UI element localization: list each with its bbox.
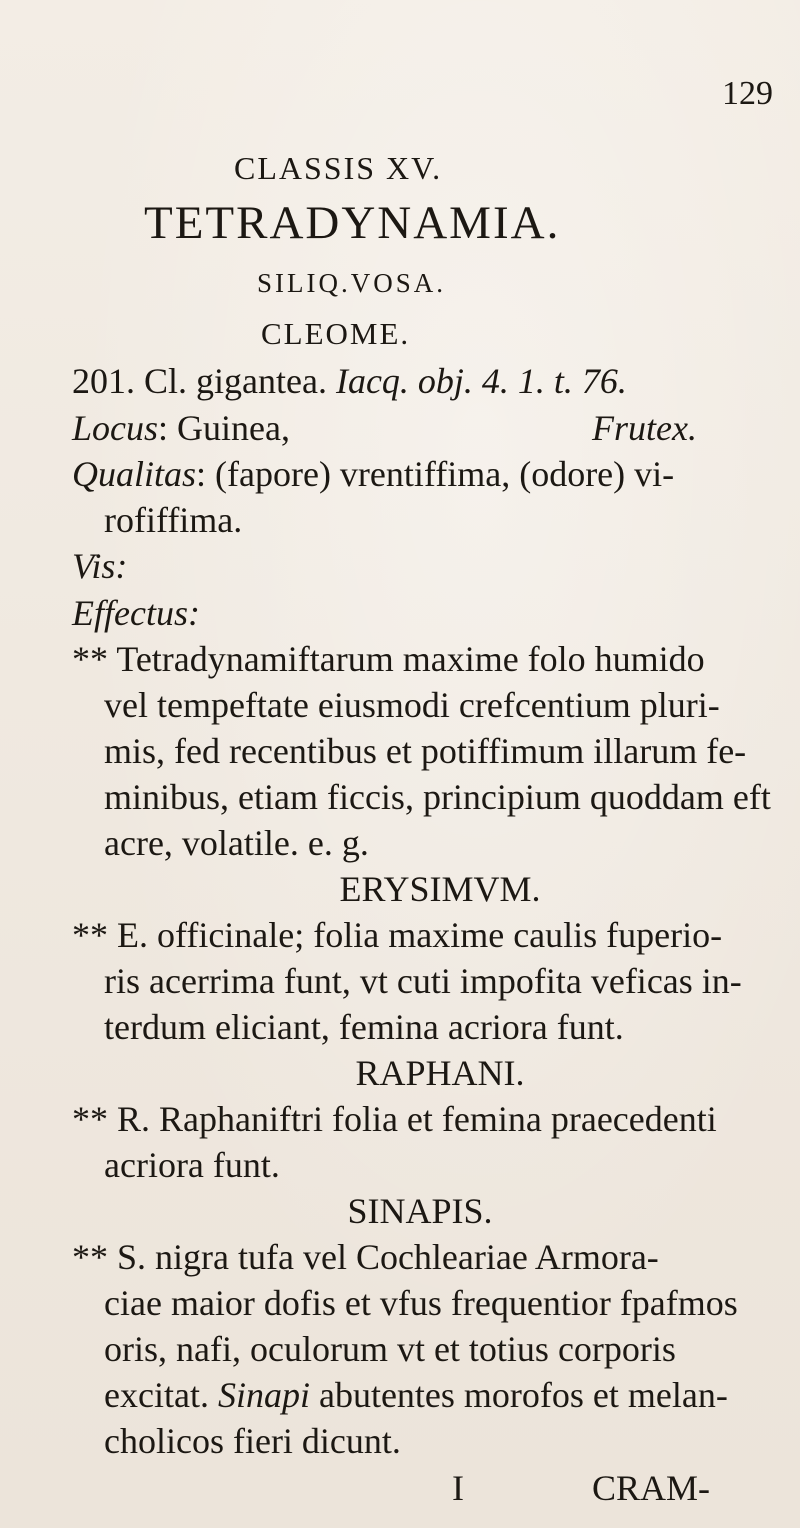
raphani-line: ** R. Raphaniftri folia et femina praecedenti [72, 1099, 717, 1139]
sinapis-text: excitat. [104, 1375, 209, 1415]
qualitas-label: Qualitas [72, 454, 197, 494]
entry-title-line [72, 363, 627, 399]
entry-species-name: Cl. gigantea. [144, 361, 327, 401]
classis-heading: CLASSIS XV. [234, 150, 443, 186]
erysimum-line: terdum eliciant, femina acriora funt. [104, 1007, 624, 1047]
sinapis-line: oris, nafi, oculorum vt et totius corporis [104, 1329, 676, 1369]
sinapis-line: ciae maior dofis et vfus frequentior fpafmos [104, 1283, 738, 1323]
genus-heading: CLEOME. [261, 316, 411, 351]
qualitas-continuation: rofiffima. [104, 500, 243, 540]
tetradynamia-note-line: mis, fed recentibus et potiffimum illarum fe- [104, 731, 747, 771]
frutex-label: Frutex. [592, 408, 697, 448]
page-number: 129 [722, 75, 773, 112]
sinapis-heading: SINAPIS. [347, 1191, 493, 1231]
erysimum-line: ris acerrima funt, vt cuti impofita veficas in- [104, 961, 742, 1001]
entry-reference-work: obj. 4. 1. t. 76. [417, 361, 627, 401]
locus-line [72, 410, 290, 446]
erysimum-heading: ERYSIMVM. [339, 869, 541, 909]
erysimum-line: ** E. officinale; folia maxime caulis fuperio- [72, 915, 723, 955]
suborder-heading: SILIQ.VOSA. [257, 268, 447, 298]
tetradynamia-note-line: ** Tetradynamiftarum maxime folo humido [72, 639, 705, 679]
sinapis-line: cholicos fieri dicunt. [104, 1421, 401, 1461]
sinapi-italic-word: Sinapi [217, 1375, 310, 1415]
raphani-heading: RAPHANI. [355, 1053, 525, 1093]
sinapis-line [104, 1377, 728, 1413]
signature-mark: I [452, 1468, 464, 1508]
effectus-label: Effectus: [72, 593, 200, 633]
order-heading: TETRADYNAMIA. [144, 197, 561, 249]
raphani-line: acriora funt. [104, 1145, 280, 1185]
locus-value: : Guinea, [158, 408, 290, 448]
tetradynamia-note-line: vel tempeftate eiusmodi crefcentium pluri- [104, 685, 720, 725]
qualitas-line [72, 456, 674, 492]
qualitas-text: : (fapore) vrentiffima, (odore) vi- [196, 454, 675, 494]
tetradynamia-note-line: acre, volatile. e. g. [104, 823, 369, 863]
locus-label: Locus [72, 408, 159, 448]
sinapis-line: ** S. nigra tufa vel Cochleariae Armora- [72, 1237, 659, 1277]
entry-reference-author: Iacq. [335, 361, 409, 401]
catchword: CRAM- [592, 1468, 711, 1508]
vis-label: Vis: [72, 546, 128, 586]
tetradynamia-note-line: minibus, etiam ficcis, principium quoddam eft [104, 777, 771, 817]
sinapis-text: abutentes morofos et melan- [309, 1375, 728, 1415]
entry-number: 201. [72, 361, 135, 401]
